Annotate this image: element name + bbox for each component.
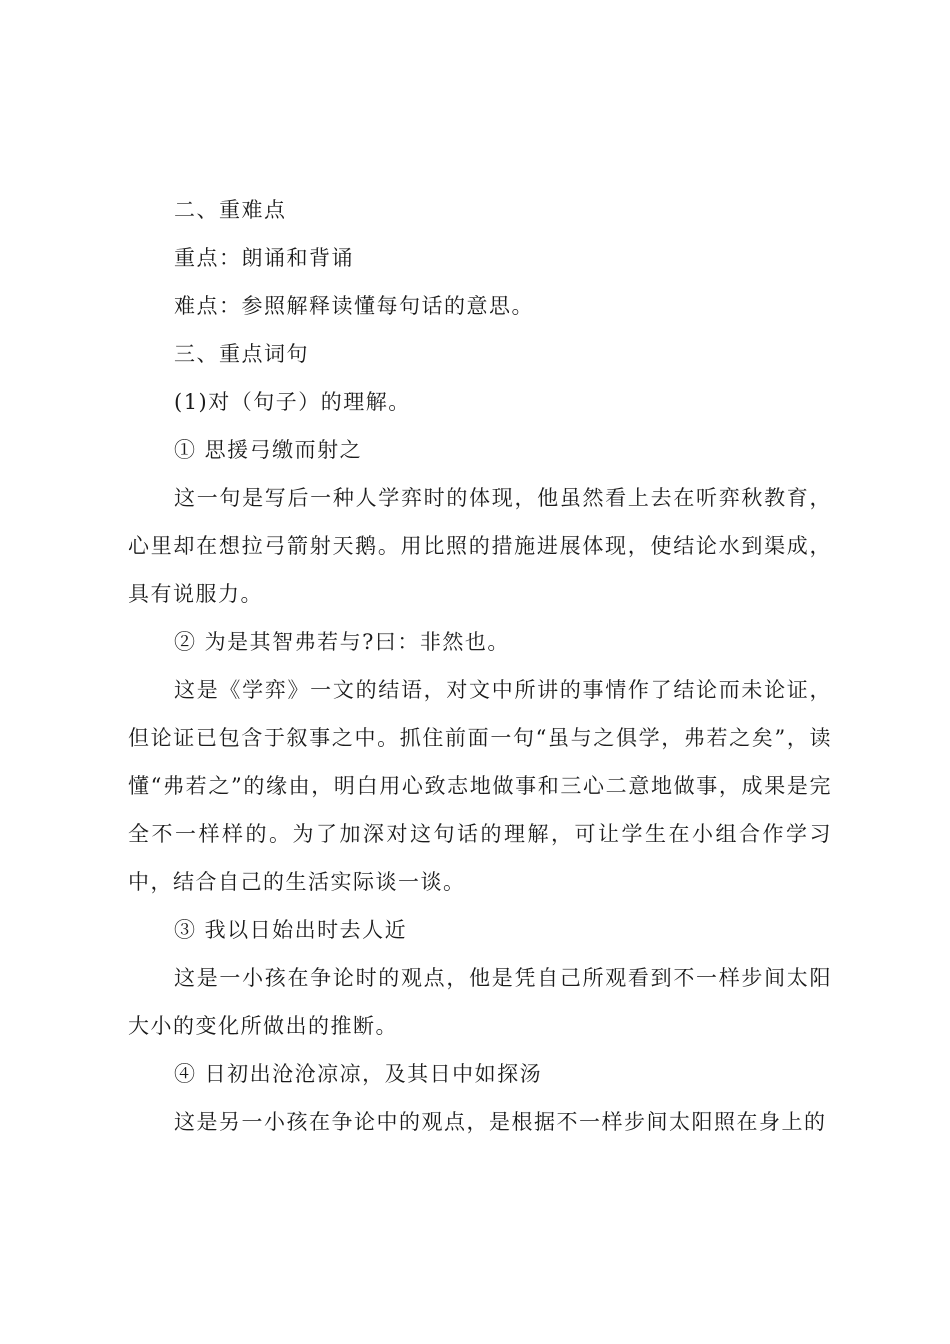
explanation-paragraph-3: 这是一小孩在争论时的观点，他是凭自己所观看到不一样步间太阳大小的变化所做出的推断。 [128,966,832,1038]
section-heading-key-sentences: 三、重点词句 [174,342,309,366]
explanation-paragraph-2: 这是《学弈》一文的结语，对文中所讲的事情作了结论而未论证，但论证已包含于叙事之中。抓住前面一句“虽与之俱学，弗若之矣”，读懂“弗若之”的缘由，明白用心致志地做事和三心二意地做事，成果是完全不一样样的。为了加深对这句话的理解，可让学生在小组合作学习中，结合自己的生活实际谈一谈。 [128,678,832,894]
explanation-paragraph-1: 这一句是写后一种人学弈时的体现，他虽然看上去在听弈秋教育，心里却在想拉弓箭射天鹅。用比照的措施进展体现，使结论水到渠成，具有说服力。 [128,486,832,606]
explanation-paragraph-4: 这是另一小孩在争论中的观点，是根据不一样步间太阳照在身上的 [174,1110,827,1134]
sentence-item-2: ② 为是其智弗若与?曰：非然也。 [174,630,510,654]
section-heading-difficulties: 二、重难点 [174,198,287,222]
sentence-item-3: ③ 我以日始出时去人近 [174,918,408,942]
key-point-line: 重点：朗诵和背诵 [174,246,354,270]
difficult-point-line: 难点：参照解释读懂每句话的意思。 [174,294,534,318]
document-body [128,186,832,1146]
sentence-item-1: ① 思援弓缴而射之 [174,438,363,462]
subsection-heading: (1)对（句子）的理解。 [174,390,411,414]
sentence-item-4: ④ 日初出沧沧凉凉，及其日中如探汤 [174,1062,543,1086]
